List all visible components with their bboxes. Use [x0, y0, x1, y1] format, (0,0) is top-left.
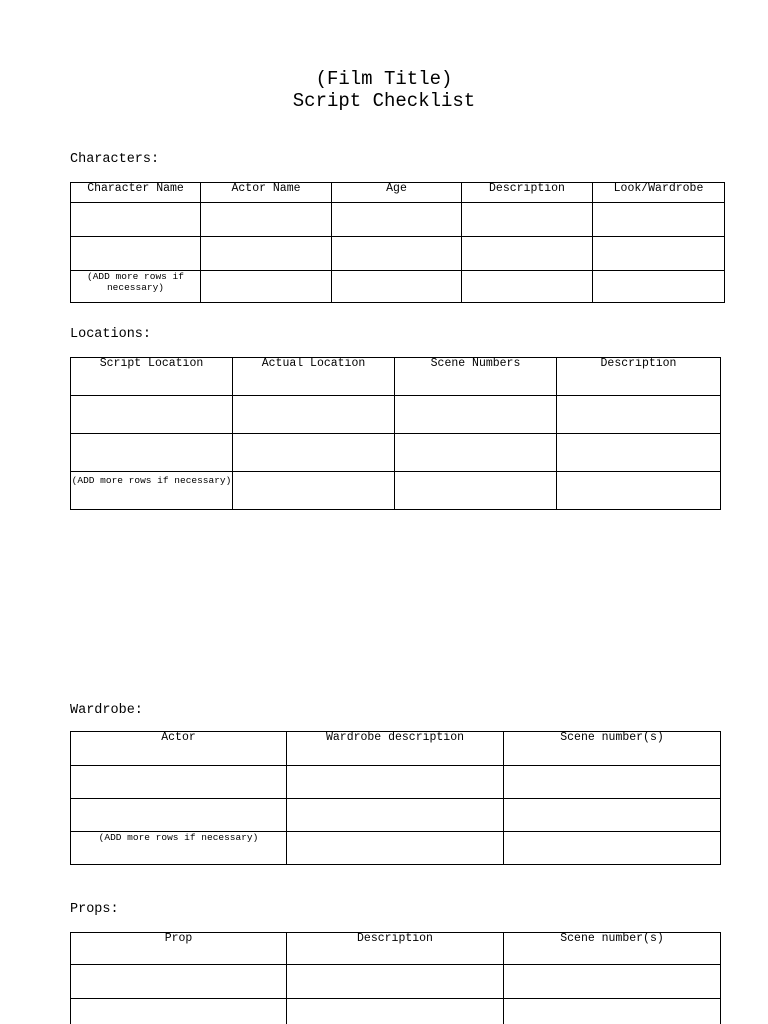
characters-table [70, 182, 725, 303]
table-cell[interactable] [71, 999, 287, 1024]
table-cell[interactable] [332, 271, 462, 303]
table-cell[interactable] [462, 271, 593, 303]
table-cell[interactable] [287, 965, 504, 999]
table-cell[interactable] [332, 203, 462, 237]
table-cell[interactable] [504, 965, 721, 999]
table-cell[interactable] [287, 766, 504, 799]
table-header-row [71, 183, 725, 203]
column-header-actor: Actor [71, 732, 287, 766]
table-cell[interactable] [233, 472, 395, 510]
table-cell[interactable] [593, 203, 725, 237]
table-row [71, 396, 721, 434]
table-cell[interactable] [71, 965, 287, 999]
table-cell[interactable] [233, 396, 395, 434]
table-cell[interactable] [71, 203, 201, 237]
table-cell[interactable] [504, 832, 721, 865]
table-row [71, 434, 721, 472]
table-cell[interactable] [462, 203, 593, 237]
table-cell[interactable] [71, 396, 233, 434]
column-header-look-wardrobe: Look/Wardrobe [593, 183, 725, 203]
table-row [71, 271, 725, 303]
props-label: Props: [70, 902, 119, 917]
table-cell[interactable] [287, 999, 504, 1024]
table-cell[interactable] [462, 237, 593, 271]
table-row [71, 832, 721, 865]
document-subtitle: Script Checklist [292, 90, 476, 112]
table-cell[interactable] [287, 799, 504, 832]
table-cell[interactable] [395, 434, 557, 472]
column-header-character-name: Character Name [71, 183, 201, 203]
table-cell[interactable] [504, 799, 721, 832]
table-cell[interactable] [71, 766, 287, 799]
column-header-script-location: Script Location [71, 358, 233, 396]
table-cell[interactable] [71, 799, 287, 832]
table-cell[interactable] [395, 396, 557, 434]
table-row [71, 203, 725, 237]
table-cell[interactable] [201, 237, 332, 271]
column-header-description: Description [557, 358, 721, 396]
locations-table [70, 357, 721, 510]
table-cell[interactable] [557, 396, 721, 434]
table-cell[interactable] [557, 434, 721, 472]
wardrobe-table [70, 731, 721, 865]
table-header-row [71, 358, 721, 396]
column-header-scene-numbers: Scene number(s) [504, 732, 721, 766]
table-cell[interactable] [201, 271, 332, 303]
table-row [71, 766, 721, 799]
column-header-age: Age [332, 183, 462, 203]
table-cell[interactable] [593, 237, 725, 271]
column-header-description: Description [462, 183, 593, 203]
table-row [71, 472, 721, 510]
column-header-description: Description [287, 933, 504, 965]
wardrobe-label: Wardrobe: [70, 703, 143, 718]
table-header-row [71, 732, 721, 766]
column-header-wardrobe-description: Wardrobe description [287, 732, 504, 766]
table-cell[interactable] [504, 999, 721, 1024]
table-row [71, 965, 721, 999]
add-rows-note: (ADD more rows if necessary) [71, 472, 233, 510]
table-cell[interactable] [233, 434, 395, 472]
add-rows-note: (ADD more rows if necessary) [71, 271, 201, 303]
locations-label: Locations: [70, 327, 152, 342]
table-cell[interactable] [504, 766, 721, 799]
table-row [71, 237, 725, 271]
column-header-prop: Prop [71, 933, 287, 965]
column-header-scene-numbers: Scene number(s) [504, 933, 721, 965]
column-header-scene-numbers: Scene Numbers [395, 358, 557, 396]
table-cell[interactable] [71, 434, 233, 472]
table-row [71, 799, 721, 832]
table-cell[interactable] [71, 237, 201, 271]
props-table [70, 932, 721, 1024]
table-cell[interactable] [593, 271, 725, 303]
table-header-row [71, 933, 721, 965]
add-rows-note: (ADD more rows if necessary) [71, 832, 287, 865]
characters-label: Characters: [70, 152, 160, 167]
table-cell[interactable] [201, 203, 332, 237]
column-header-actual-location: Actual Location [233, 358, 395, 396]
table-row [71, 999, 721, 1024]
document-title: (Film Title) [315, 68, 453, 90]
column-header-actor-name: Actor Name [201, 183, 332, 203]
table-cell[interactable] [395, 472, 557, 510]
table-cell[interactable] [557, 472, 721, 510]
table-cell[interactable] [287, 832, 504, 865]
table-cell[interactable] [332, 237, 462, 271]
